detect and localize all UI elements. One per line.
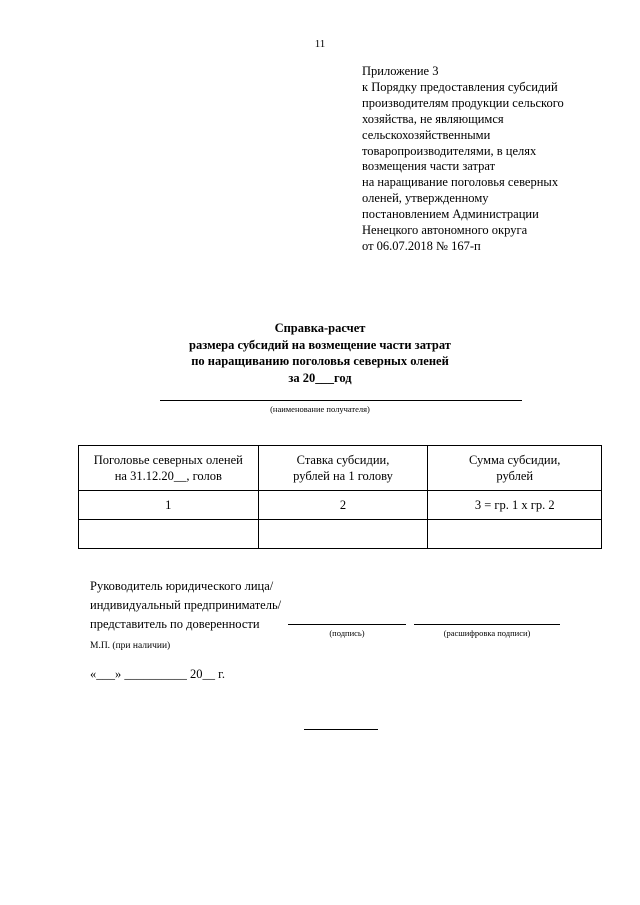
- signature-transcript-caption: (расшифровка подписи): [443, 628, 531, 638]
- header-cell-rate: Ставка субсидии, рублей на 1 голову: [258, 446, 428, 491]
- recipient-name-line: [160, 400, 522, 401]
- appendix-line: хозяйства, не являющимся: [362, 111, 504, 126]
- title-line: размера субсидий на возмещение части затрат: [189, 337, 451, 352]
- signatory-line: индивидуальный предприниматель/: [90, 598, 282, 612]
- signature-line: [288, 624, 406, 625]
- end-divider: [304, 729, 378, 730]
- appendix-line: возмещения части затрат: [362, 159, 496, 174]
- document-title: [0, 320, 640, 386]
- calculation-table: [78, 445, 602, 549]
- appendix-line: оленей, утвержденному: [362, 191, 489, 206]
- appendix-line: товаропроизводителями, в целях: [362, 143, 537, 158]
- appendix-line: к Порядку предоставления субсидий: [362, 79, 558, 94]
- recipient-caption: (наименование получателя): [270, 404, 370, 414]
- appendix-line: сельскохозяйственными: [362, 127, 491, 142]
- table-cell: [428, 520, 602, 549]
- appendix-line: на наращивание поголовья северных: [362, 175, 559, 190]
- signature-transcript-line: [414, 624, 560, 625]
- title-line: за 20___год: [288, 370, 352, 385]
- title-line: по наращиванию поголовья северных оленей: [191, 354, 449, 368]
- appendix-header: [362, 64, 632, 255]
- appendix-line: от 06.07.2018 № 167-п: [362, 238, 481, 253]
- table-cell: [258, 520, 428, 549]
- table-cell: 2: [258, 491, 428, 520]
- table-cell: 1: [79, 491, 259, 520]
- signatory-line: представитель по доверенности: [90, 617, 260, 631]
- table-cell: 3 = гр. 1 х гр. 2: [428, 491, 602, 520]
- appendix-line: Ненецкого автономного округа: [362, 223, 528, 238]
- appendix-line: производителям продукции сельского: [362, 95, 564, 110]
- appendix-line: постановлением Администрации: [362, 207, 539, 222]
- table-row: [79, 520, 602, 549]
- appendix-line: Приложение 3: [362, 64, 439, 78]
- header-cell-amount: Сумма субсидии, рублей: [428, 446, 602, 491]
- signatory-line: Руководитель юридического лица/: [90, 579, 274, 593]
- header-cell-herd: Поголовье северных оленей на 31.12.20__, голов: [79, 446, 259, 491]
- table-cell: [79, 520, 259, 549]
- table-header-row: [79, 446, 602, 491]
- stamp-placeholder: М.П. (при наличии): [90, 641, 171, 651]
- signatory-block: [90, 577, 281, 634]
- title-line: Справка-расчет: [274, 321, 366, 335]
- date-line: «___» __________ 20__ г.: [90, 667, 225, 681]
- table-numbering-row: [79, 491, 602, 520]
- signature-caption: (подпись): [329, 628, 365, 638]
- page-number: 11: [314, 38, 326, 50]
